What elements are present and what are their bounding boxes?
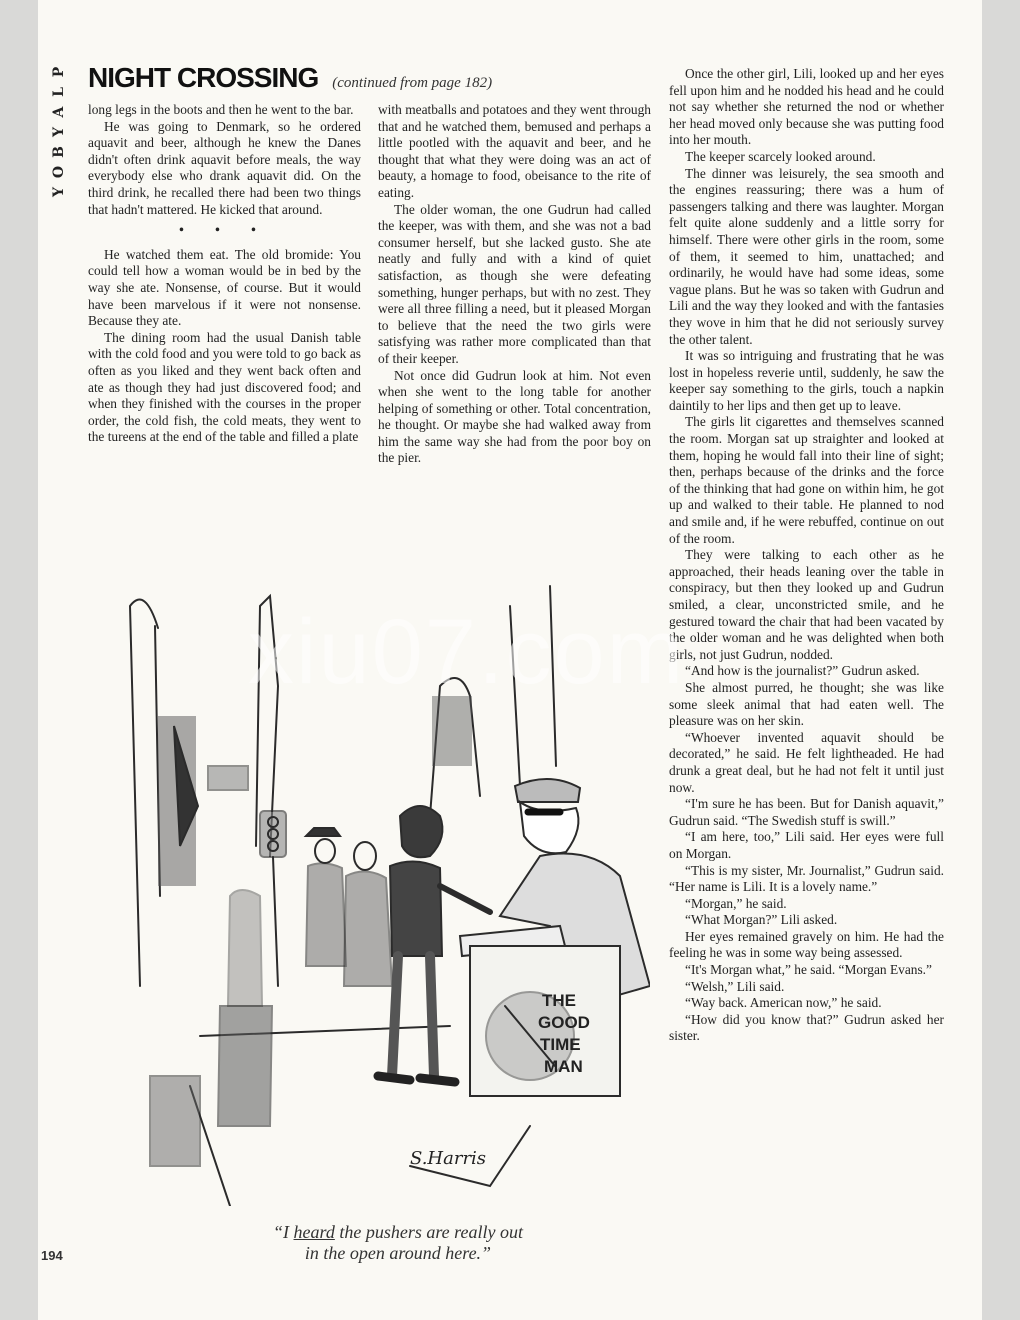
paragraph: He watched them eat. The old bromide: You could tell how a woman would be in bed by the way she ate. Nonsense, of course. But it would have been marvelous if it were not nonsense. Because they ate. xyxy=(88,246,361,329)
continued-note: (continued from page 182) xyxy=(332,75,493,91)
running-head-letter: P xyxy=(51,66,67,78)
article-title: NIGHT CROSSING xyxy=(88,62,319,93)
magazine-page xyxy=(38,0,982,1320)
paragraph: “And how is the journalist?” Gudrun asked. xyxy=(685,663,920,679)
paragraph: “Whoever invented aquavit should be decorated,” he said. He felt lightheaded. He had drunk a great deal, but he had not felt it until just now. xyxy=(669,729,944,795)
paragraph: The keeper scarcely looked around. xyxy=(685,148,876,164)
paragraph: The dinner was leisurely, the sea smooth and the engines reassuring; there was a hum of passengers talking and there was laughter. Morgan felt quite alone suddenly and a little sorry for himself. There were other girls in the room, some of them, it seemed to him, unattached; and ordinarily, he would have had some ideas, some vague plans. But he was so taken with Gudrun and Lili and the way they looked and with the fantasies they wove in him that he did not seriously survey the other talent. xyxy=(669,165,944,347)
street-post xyxy=(218,1006,272,1126)
caption-text: the pushers are really out xyxy=(334,1222,523,1242)
caption-line-2: in the open around here.” xyxy=(304,1243,492,1263)
left-building-outline xyxy=(130,600,160,986)
paragraph: It was so intriguing and frustrating that he was lost in hopeless reverie until, suddenly, he saw the keeper say something to the girls, touch a napkin daintily to her lips and then get up to leave. xyxy=(669,348,944,413)
paragraph: “What Morgan?” Lili asked. xyxy=(685,912,838,928)
paragraph: “This is my sister, Mr. Journalist,” Gudrun said. “Her name is Lili. It is a lovely name.” xyxy=(669,862,944,895)
text-column-3 xyxy=(669,66,944,1045)
paragraph: The older woman, the one Gudrun had called the keeper, was with them, and she was not a bad consumer herself, but she lacked gusto. She ate neatly and fully and with a kind of quiet satisfaction, as though she were defeating something, hunger perhaps, but with no zest. They were all three filling a need, but it pleased Morgan to believe that the need the two girls were satisfying was rather more complicated than that of their keeper. xyxy=(378,201,651,366)
paragraph: She almost purred, he thought; she was like some sleek animal that had eaten well. The pleasure was on her skin. xyxy=(669,679,944,729)
paragraph: “I am here, too,” Lili said. Her eyes were full on Morgan. xyxy=(669,829,944,861)
running-head-letter: L xyxy=(51,87,67,97)
shop-sign xyxy=(208,766,248,790)
paragraph: Her eyes remained gravely on him. He had the feeling he was in some way being assessed. xyxy=(669,928,944,961)
magazine-running-head xyxy=(51,62,67,202)
running-head-letter: Y xyxy=(51,127,67,137)
paragraph: “How did you know that?” Gudrun asked her sister. xyxy=(669,1011,944,1044)
trash-can xyxy=(150,1076,200,1166)
paragraph: The dining room had the usual Danish table with the cold food and you were told to go back as often as you liked and they went back often and ate as though they had just discovered food; and when they finished with the courses in the proper order, the cold fish, the cold meats, they went to the tureens at the end of the table and filled a plate xyxy=(88,329,361,445)
cartoon-caption xyxy=(158,1222,638,1264)
paragraph: “I'm sure he has been. But for Danish aquavit,” Gudrun said. “The Swedish stuff is swill.” xyxy=(669,796,944,828)
paragraph: “Way back. American now,” he said. xyxy=(685,995,882,1011)
running-head-letter: O xyxy=(51,165,67,179)
paragraph: The girls lit cigarettes and themselves scanned the room. Morgan sat up straighter and looked at them, hoping he would fall into their line of sight; then, perhaps because of the drinks and the force of the thinking that had gone on within him, he got up and walked to their table. He planned to nod and smile and, if he were rebuffed, continue on out of the room. xyxy=(669,414,944,546)
caption-text: “I xyxy=(273,1222,294,1242)
cartoonist-signature: S.Harris xyxy=(410,1148,487,1169)
paragraph: They were talking to each other as he approached, their heads leaning over the table in conspiracy, but then they looked up and Gudrun smiled, a clear, unconstricted smile, and he gestured toward the chair that had been vacated by the older woman and he was delighted when both girls, not just Gudrun, nodded. xyxy=(669,547,944,662)
article-header xyxy=(88,62,648,96)
paragraph: “Morgan,” he said. xyxy=(685,895,787,911)
cart-sign-line: MAN xyxy=(544,1057,583,1076)
paragraph: He was going to Denmark, so he ordered aquavit and beer, although he knew the Danes didn't often drink aquavit before meals, the way everybody else who drank aquavit did. On the third drink, he recalled there had been two things that hadn't mattered. He kicked that around. xyxy=(88,118,361,217)
paragraph: Once the other girl, Lili, looked up and her eyes fell upon him and he nodded his head and he could not say whether she returned the nod or whether her head moved only because she was putting food into her mouth. xyxy=(669,66,944,148)
section-separator: • • • xyxy=(179,222,270,238)
paragraph: “Welsh,” Lili said. xyxy=(685,978,785,994)
page-number: 194 xyxy=(41,1248,63,1263)
running-head-letter: Y xyxy=(51,187,67,197)
paragraph: Not once did Gudrun look at him. Not even when she went to the long table for another helping of something or other. Total concentration, he thought. Or maybe she had walked away from him the same way she had from the poor boy on the pier. xyxy=(378,367,651,466)
watermark: xiu07.com xyxy=(248,601,686,703)
good-time-man-cart xyxy=(460,926,620,1096)
background-pedestrians xyxy=(228,828,392,1006)
paragraph: with meatballs and potatoes and they went through that and he watched them, bemused and perhaps a little pootled with the aquavit and beer, and he thought that what they were doing was an act of beauty, a homage to food, obeisance to the rite of eating. xyxy=(378,102,651,200)
running-head-letter: A xyxy=(51,106,67,118)
cart-sign-line: GOOD xyxy=(538,1013,590,1032)
cartoon-illustration xyxy=(110,566,650,1206)
paragraph: “It's Morgan what,” he said. “Morgan Evans.” xyxy=(685,962,932,978)
cart-sign-line: TIME xyxy=(540,1035,581,1054)
text-column-1 xyxy=(88,102,361,446)
running-head-letter: B xyxy=(51,146,67,158)
cart-sign-line: THE xyxy=(542,991,576,1010)
paragraph: long legs in the boots and then he went to the bar. xyxy=(88,102,354,117)
text-column-2 xyxy=(378,102,651,467)
caption-emphasis: heard xyxy=(293,1222,335,1242)
right-tower xyxy=(510,586,556,786)
